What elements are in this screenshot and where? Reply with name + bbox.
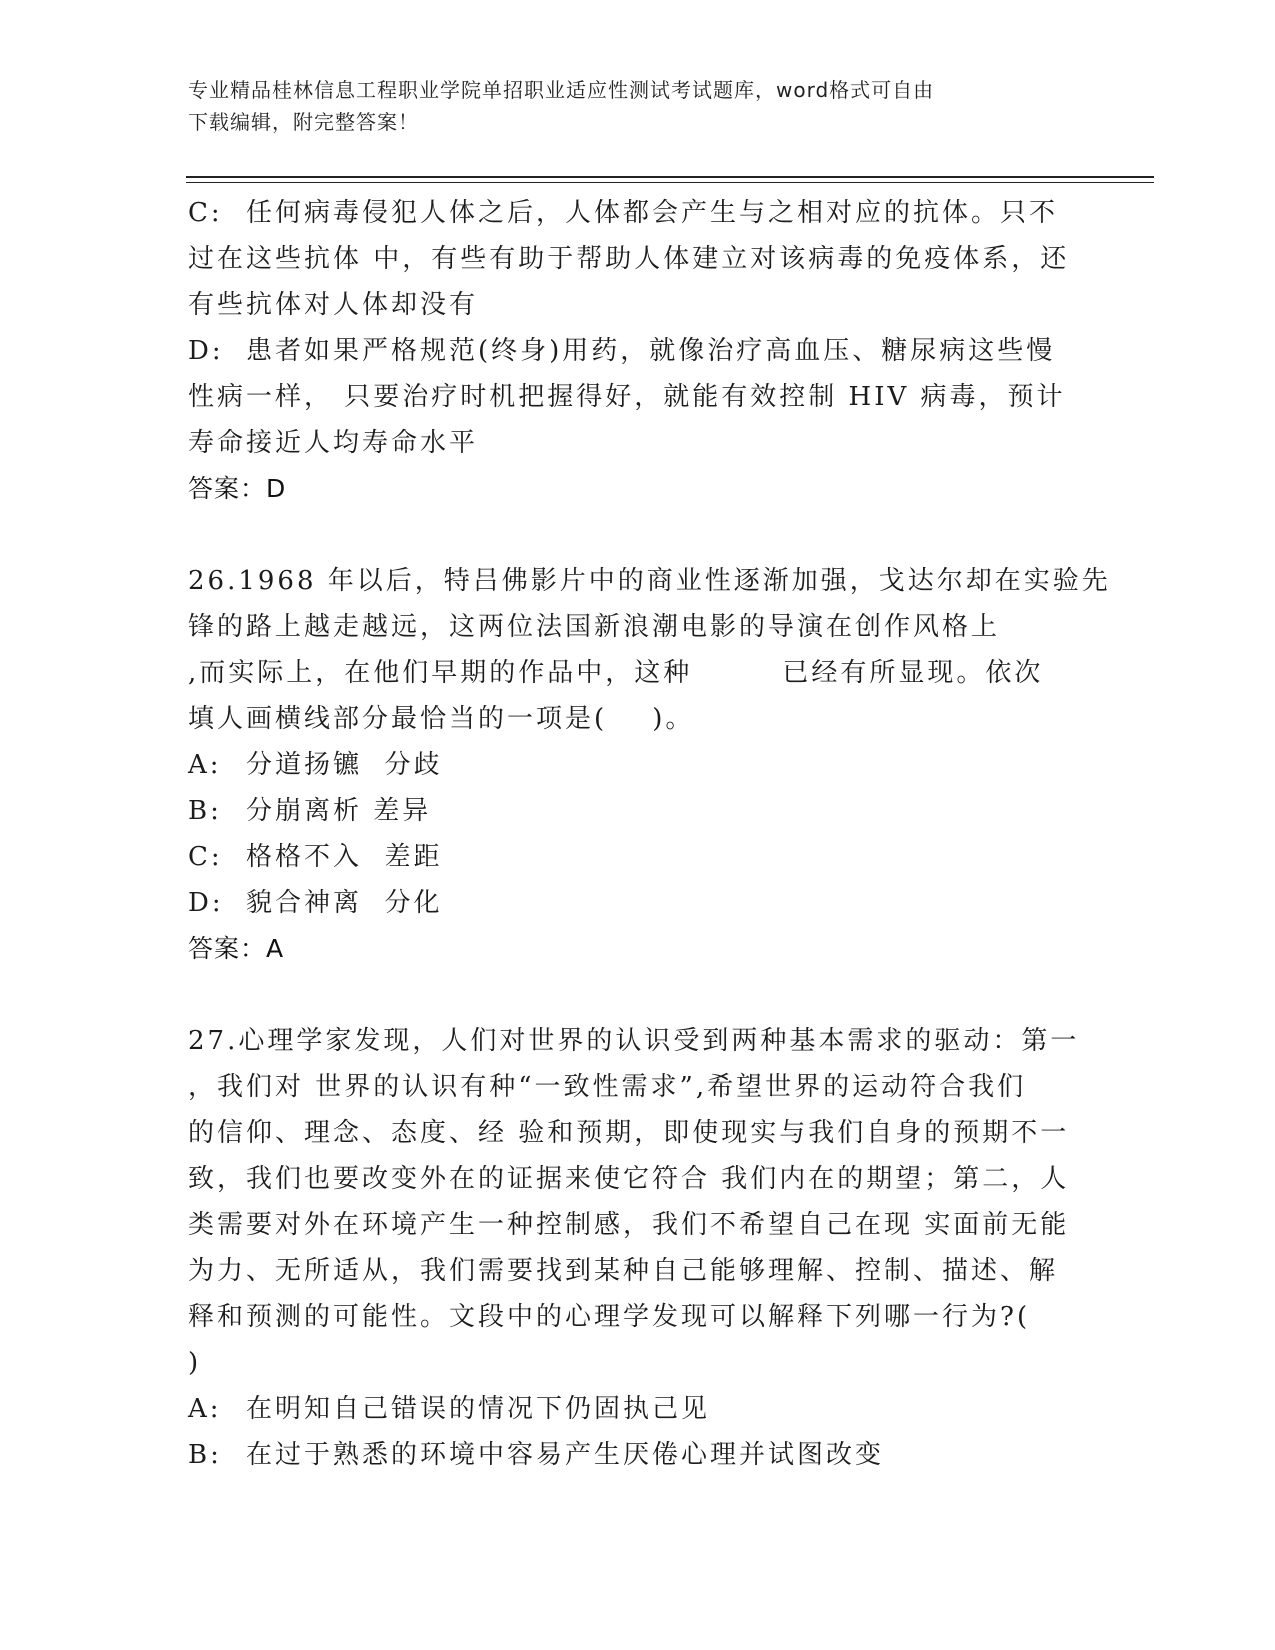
option-text-line: 患者如果严格规范(终身)用药，就像治疗高血压、糖尿病这些慢 (246, 336, 1056, 366)
option-text: 分崩离析 差异 (246, 796, 432, 826)
option-text: 在过于熟悉的环境中容易产生厌倦心理并试图改变 (246, 1440, 885, 1470)
stem-line: 填人画横线部分最恰当的一项是( )。 (188, 704, 695, 734)
question-content (188, 190, 1111, 1478)
option-a (188, 1386, 1088, 1432)
stem-line: 锋的路上越走越远，这两位法国新浪潮电影的导演在创作风格上 (188, 612, 1001, 642)
stem-line: 致，我们也要改变外在的证据来使它符合 我们内在的期望；第二，人 (188, 1164, 1070, 1194)
q25-option-d (188, 328, 1088, 466)
option-text: 格格不入 差距 (246, 842, 443, 872)
option-b (188, 1432, 1088, 1478)
header-rule-thick (186, 176, 1154, 178)
option-letter: B: (188, 1440, 222, 1470)
q27-options (188, 1386, 1088, 1478)
stem-line: 释和预测的可能性。文段中的心理学发现可以解释下列哪一行为?( (188, 1302, 1031, 1332)
option-text: 分道扬镳 分歧 (246, 750, 443, 780)
q26-answer: 答案：A (188, 934, 285, 963)
q27-stem (188, 1018, 1088, 1386)
stem-line: ) (188, 1348, 202, 1378)
stem-line: 的信仰、理念、态度、经 验和预期，即使现实与我们自身的预期不一 (188, 1118, 1070, 1148)
option-text: 貌合神离 分化 (246, 888, 443, 918)
stem-line: ，我们对 世界的认识有种“一致性需求”,希望世界的运动符合我们 (188, 1072, 1027, 1102)
q26-stem (188, 558, 1111, 742)
option-letter: B: (188, 796, 222, 826)
stem-line: 26.1968 年以后，特吕佛影片中的商业性逐渐加强，戈达尔却在实验先 (188, 566, 1111, 596)
header-line-2: 下载编辑，附完整答案！ (188, 110, 419, 134)
option-text-line: 有些抗体对人体却没有 (188, 290, 479, 320)
option-b (188, 788, 1088, 834)
option-letter: A: (188, 750, 222, 780)
option-text-line: 任何病毒侵犯人体之后，人体都会产生与之相对应的抗体。只不 (246, 198, 1059, 228)
option-text-line: 性病一样， 只要治疗时机把握得好，就能有效控制 HIV 病毒，预计 (188, 382, 1066, 412)
option-a (188, 742, 1088, 788)
option-c (188, 834, 1088, 880)
option-text: 在明知自己错误的情况下仍固执己见 (246, 1394, 711, 1424)
option-letter: D: (188, 336, 224, 366)
header-line-1: 专业精品桂林信息工程职业学院单招职业适应性测试考试题库，word格式可自由 (188, 78, 935, 102)
q26-options (188, 742, 1088, 926)
q25-option-c (188, 190, 1088, 328)
stem-line: 类需要对外在环境产生一种控制感，我们不希望自己在现 实面前无能 (188, 1210, 1070, 1240)
header-rule-thin (186, 182, 1154, 183)
option-letter: D: (188, 888, 224, 918)
option-letter: C: (188, 842, 223, 872)
stem-line: 为力、无所适从，我们需要找到某种自己能够理解、控制、描述、解 (188, 1256, 1059, 1286)
page-header (188, 74, 1088, 138)
option-letter: A: (188, 1394, 222, 1424)
option-d (188, 880, 1088, 926)
stem-line: 27.心理学家发现，人们对世界的认识受到两种基本需求的驱动：第一 (188, 1026, 1080, 1056)
stem-line: ,而实际上，在他们早期的作品中，这种 已经有所显现。依次 (188, 658, 1044, 688)
option-letter: C: (188, 198, 223, 228)
option-text-line: 过在这些抗体 中，有些有助于帮助人体建立对该病毒的免疫体系，还 (188, 244, 1070, 274)
q25-answer: 答案：D (188, 474, 287, 503)
option-text-line: 寿命接近人均寿命水平 (188, 428, 479, 458)
